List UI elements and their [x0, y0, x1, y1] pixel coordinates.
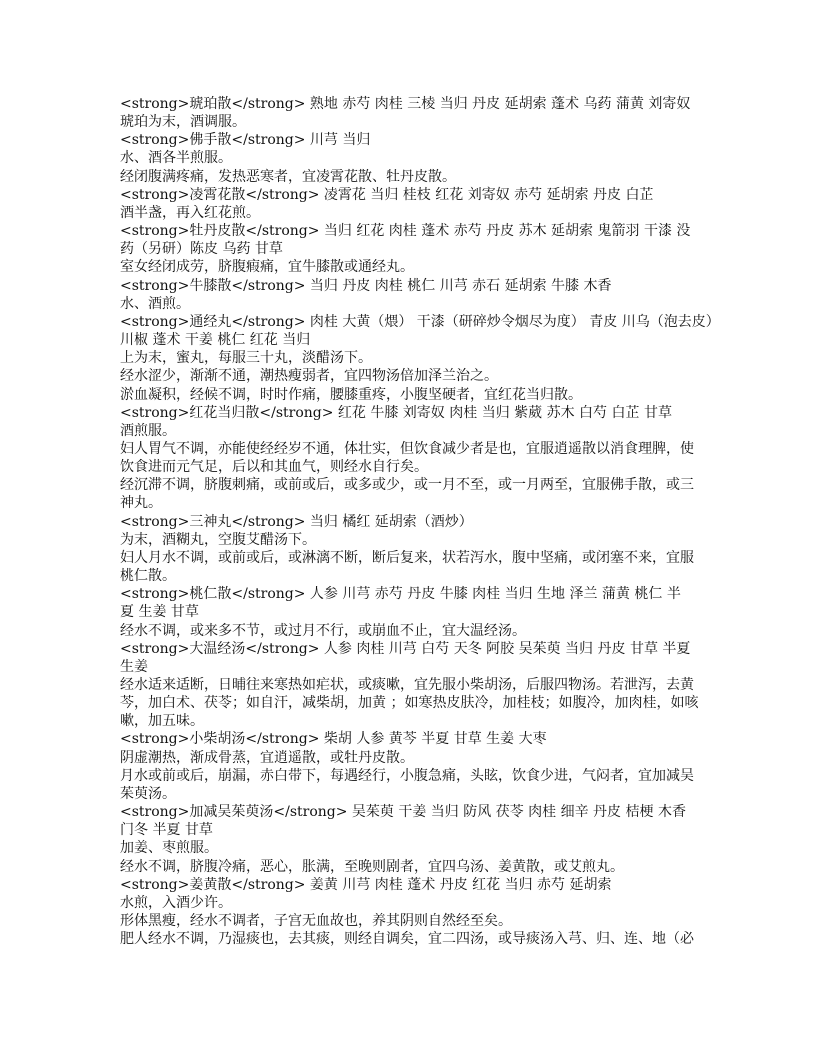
text-line: 妇人月水不调，或前或后，或淋漓不断，断后复来，状若泻水，腹中坚痛，或闭塞不来，宜服 — [120, 549, 694, 566]
text-line: 水、酒煎。 — [120, 295, 190, 312]
text-line: 经水适来适断，日晡往来寒热如疟状，或痰嗽，宜先服小柴胡汤，后服四物汤。若泄泻，去黄 — [120, 677, 694, 693]
text-line: <strong>凌霄花散</strong> 凌霄花 当归 桂枝 红花 刘寄奴 赤芍 延胡索 丹皮 白芷 — [120, 186, 654, 203]
text-line: 淤血凝积，经候不调，时时作痛，腰膝重疼，小腹坚硬者，宜红花当归散。 — [120, 386, 582, 403]
text-line: 夏 生姜 甘草 — [120, 604, 199, 621]
text-line: 神丸。 — [120, 495, 162, 512]
text-line: <strong>牡丹皮散</strong> 当归 红花 肉桂 蓬术 赤芍 丹皮 苏木 延胡索 鬼箭羽 干漆 没 — [120, 223, 691, 240]
text-line: <strong>姜黄散</strong> 姜黄 川芎 肉桂 蓬术 丹皮 红花 当归 赤芍 延胡索 — [120, 876, 612, 893]
text-line: 加姜、枣煎服。 — [120, 840, 218, 857]
text-line: 芩，加白术、茯苓；如自汗，减柴胡，加黄 ；如寒热皮肤冷，加桂枝；如腹冷，加肉桂，如咳 — [120, 695, 699, 712]
text-line: 嗽，加五味。 — [120, 713, 204, 730]
text-line: 妇人胃气不调，亦能使经经岁不通，体壮实，但饮食减少者是也，宜服逍遥散以消食理脾，使 — [120, 440, 694, 457]
text-line: 经水不调，脐腹冷痛，恶心，胀满，至晚则剧者，宜四乌汤、姜黄散，或艾煎丸。 — [120, 858, 624, 875]
text-line: 川椒 蓬术 干姜 桃仁 红花 当归 — [120, 332, 311, 349]
text-line: 经闭腹满疼痛，发热恶寒者，宜凌霄花散、牡丹皮散。 — [120, 168, 456, 185]
text-line: <strong>牛膝散</strong> 当归 丹皮 肉桂 桃仁 川芎 赤石 延胡索 牛膝 木香 — [120, 277, 612, 294]
text-line: 饮食进而元气足，后以和其血气，则经水自行矣。 — [120, 459, 428, 476]
text-line: <strong>通经丸</strong> 肉桂 大黄（煨） 干漆（研碎炒令烟尽为度） 青皮 川乌（泡去皮） — [120, 313, 720, 330]
text-line: 酒半盏，再入红花煎。 — [120, 204, 260, 221]
text-line: <strong>琥珀散</strong> 熟地 赤芍 肉桂 三棱 当归 丹皮 延胡索 蓬术 乌药 蒲黄 刘寄奴 — [120, 96, 691, 112]
text-line: <strong>小柴胡汤</strong> 柴胡 人参 黄芩 半夏 甘草 生姜 大枣 — [120, 731, 547, 748]
text-line: 水煎，入酒少许。 — [120, 894, 232, 911]
text-line: 月水或前或后，崩漏，赤白带下，每遇经行，小腹急痛，头眩，饮食少进，气闷者，宜加减吴 — [120, 767, 694, 784]
text-line: <strong>三神丸</strong> 当归 橘红 延胡索（酒炒） — [120, 513, 473, 530]
text-line: 酒煎服。 — [120, 422, 176, 439]
text-line: 药（另研）陈皮 乌药 甘草 — [120, 241, 283, 258]
text-line: 形体黑瘦，经水不调者，子宫无血故也，养其阴则自然经至矣。 — [120, 913, 512, 930]
text-line: 经沉滞不调，脐腹刺痛，或前或后，或多或少，或一月不至，或一月两至，宜服佛手散，或三 — [120, 477, 694, 494]
text-line: 上为末，蜜丸，每服三十丸，淡醋汤下。 — [120, 350, 372, 367]
text-line: 经水涩少，渐渐不通，潮热瘦弱者，宜四物汤倍加泽兰治之。 — [120, 368, 498, 385]
document-page — [120, 95, 720, 948]
text-line: 水、酒各半煎服。 — [120, 150, 232, 167]
text-line: <strong>大温经汤</strong> 人参 肉桂 川芎 白芍 天冬 阿胶 吴茱萸 当归 丹皮 甘草 半夏 — [120, 640, 691, 657]
text-line: 门冬 半夏 甘草 — [120, 822, 213, 839]
text-line: 为末，酒糊丸，空腹艾醋汤下。 — [120, 531, 316, 548]
text-line: 肥人经水不调，乃湿痰也，去其痰，则经自调矣，宜二四汤，或导痰汤入芎、归、连、地（必 — [120, 931, 694, 948]
text-line: 桃仁散。 — [120, 568, 176, 585]
text-line: 经水不调，或来多不节，或过月不行，或崩血不止，宜大温经汤。 — [120, 622, 526, 639]
text-line: 琥珀为末，酒调服。 — [120, 114, 246, 131]
text-line: 生姜 — [120, 658, 148, 675]
text-line: 室女经闭成劳，脐腹瘕痛，宜牛膝散或通经丸。 — [120, 259, 414, 276]
text-line: <strong>桃仁散</strong> 人参 川芎 赤芍 丹皮 牛膝 肉桂 当归 生地 泽兰 蒲黄 桃仁 半 — [120, 586, 681, 603]
text-line: 阴虚潮热，渐成骨蒸，宜逍遥散，或牡丹皮散。 — [120, 749, 414, 766]
text-line: 茱萸汤。 — [120, 785, 176, 802]
text-line: <strong>佛手散</strong> 川芎 当归 — [120, 132, 371, 149]
text-line: <strong>加减吴茱萸汤</strong> 吴茱萸 干姜 当归 防风 茯苓 肉桂 细辛 丹皮 桔梗 木香 — [120, 804, 686, 821]
text-line: <strong>红花当归散</strong> 红花 牛膝 刘寄奴 肉桂 当归 紫葳 苏木 白芍 白芷 甘草 — [120, 404, 672, 421]
